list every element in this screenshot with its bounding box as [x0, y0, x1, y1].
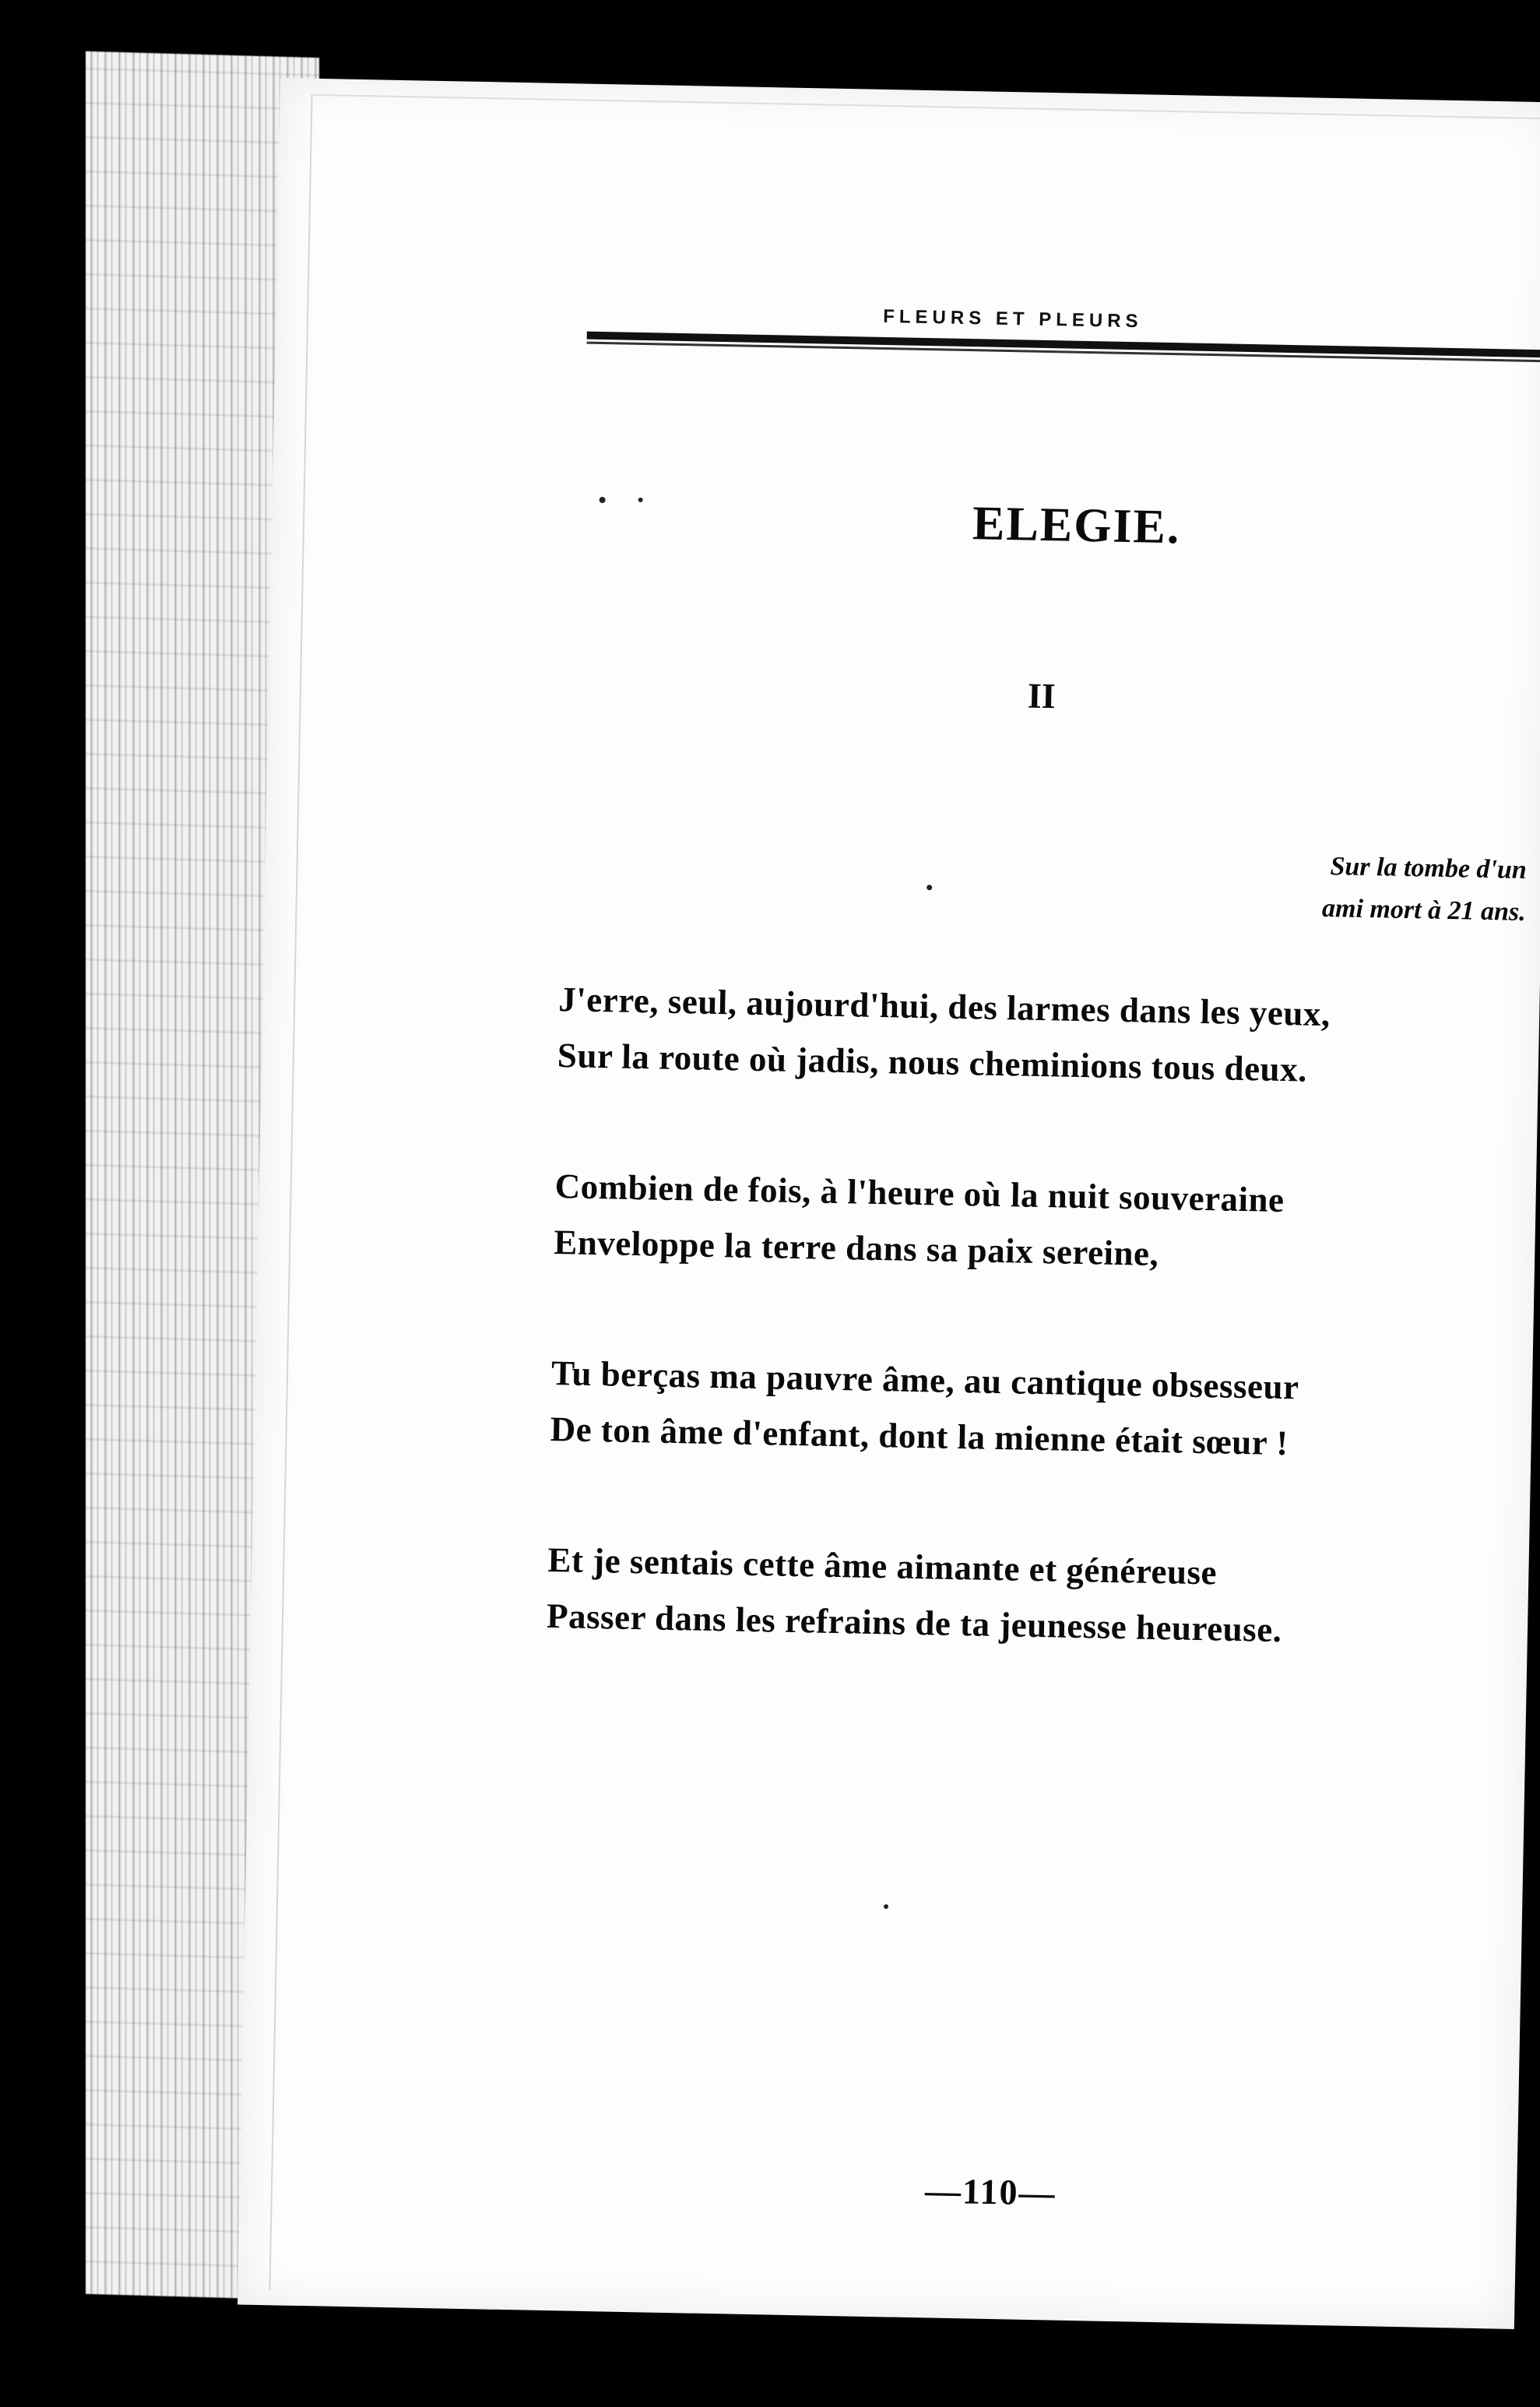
verse-line: Et je sentais cette âme aimante et généreuse: [547, 1540, 1218, 1592]
verse-line: J'erre, seul, aujourd'hui, des larmes dans les yeux,: [557, 980, 1331, 1034]
poem-body: [545, 971, 1540, 1738]
verse-line: Passer dans les refrains de ta jeunesse heureuse.: [546, 1596, 1282, 1650]
section-number: II: [1027, 675, 1057, 716]
verse-line: Enveloppe la terre dans sa paix sereine,: [553, 1223, 1159, 1273]
scan-speck: [884, 1904, 888, 1909]
stanza: [550, 1345, 1540, 1476]
scan-speck: [638, 498, 643, 502]
verse-line: Tu berças ma pauvre âme, au cantique obsesseur: [550, 1353, 1300, 1407]
stanza: [554, 1158, 1540, 1290]
verse-line: Combien de fois, à l'heure où la nuit souveraine: [554, 1167, 1285, 1220]
dedication: [1183, 843, 1527, 933]
stanza: [546, 1532, 1540, 1663]
verse-line: De ton âme d'enfant, dont la mienne était sœur !: [550, 1409, 1289, 1463]
book-page: [237, 78, 1540, 2329]
verse-line: Sur la route où jadis, nous cheminions tous deux.: [557, 1036, 1308, 1089]
poem-title: ELEGIE.: [972, 497, 1182, 554]
running-head: FLEURS ET PLEURS: [883, 305, 1143, 333]
page-number: —110—: [924, 2170, 1057, 2213]
dedication-line: ami mort à 21 ans.: [1321, 893, 1527, 927]
stanza: [557, 971, 1540, 1103]
dedication-line: Sur la tombe d'un: [1330, 852, 1528, 885]
